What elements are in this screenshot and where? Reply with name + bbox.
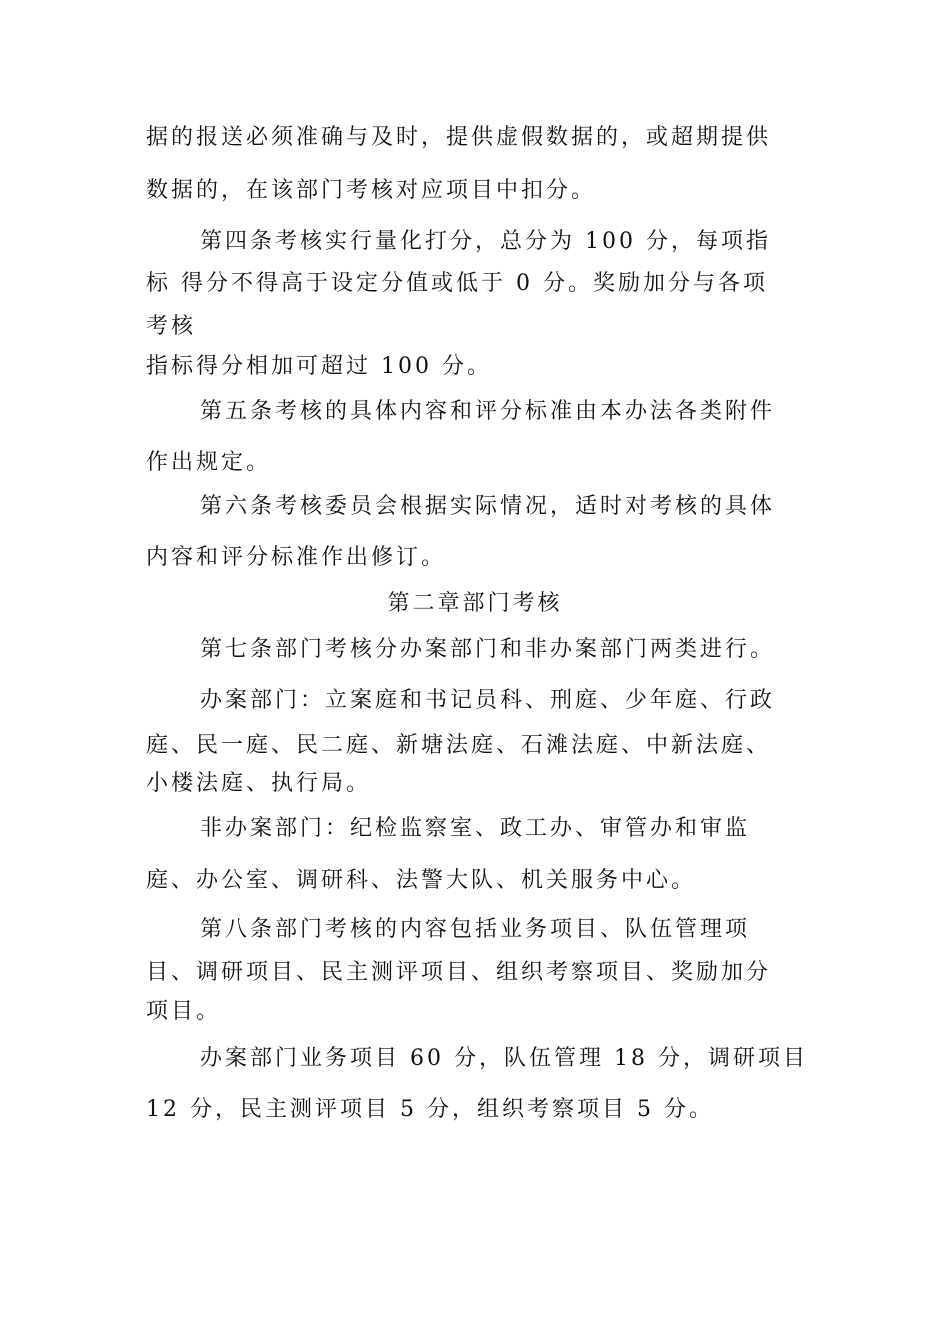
article-4-line: 标 得分不得高于设定分值或低于 0 分。奖励加分与各项	[146, 271, 768, 296]
scoring-line: 办案部门业务项目 60 分，队伍管理 18 分，调研项目	[200, 1046, 808, 1071]
case-departments-line: 小楼法庭、执行局。	[146, 771, 372, 796]
non-case-departments-line: 非办案部门：纪检监察室、政工办、审管办和审监	[200, 816, 751, 841]
paragraph-line: 数据的，在该部门考核对应项目中扣分。	[146, 178, 597, 203]
article-4-line: 考核	[146, 314, 197, 339]
scoring-line: 12 分，民主测评项目 5 分，组织考察项目 5 分。	[146, 1097, 714, 1122]
article-8-line: 目、调研项目、民主测评项目、组织考察项目、奖励加分	[146, 960, 772, 985]
article-6-line: 内容和评分标准作出修订。	[146, 545, 447, 570]
article-5-line: 作出规定。	[146, 450, 272, 475]
article-6-line: 第六条考核委员会根据实际情况，适时对考核的具体	[200, 494, 776, 519]
article-5-line: 第五条考核的具体内容和评分标准由本办法各类附件	[200, 399, 776, 424]
article-7-line: 第七条部门考核分办案部门和非办案部门两类进行。	[200, 637, 776, 662]
case-departments-line: 办案部门：立案庭和书记员科、刑庭、少年庭、行政	[200, 688, 776, 713]
article-8-line: 项目。	[146, 999, 222, 1024]
article-8-line: 第八条部门考核的内容包括业务项目、队伍管理项	[200, 917, 751, 942]
paragraph-line: 据的报送必须准确与及时，提供虚假数据的，或超期提供	[146, 125, 772, 150]
non-case-departments-line: 庭、办公室、调研科、法警大队、机关服务中心。	[146, 868, 697, 893]
article-4-line: 指标得分相加可超过 100 分。	[146, 354, 492, 379]
article-4-line: 第四条考核实行量化打分，总分为 100 分，每项指	[200, 229, 771, 254]
case-departments-line: 庭、民一庭、民二庭、新塘法庭、石滩法庭、中新法庭、	[146, 733, 772, 758]
chapter-heading: 第二章部门考核	[387, 591, 563, 616]
